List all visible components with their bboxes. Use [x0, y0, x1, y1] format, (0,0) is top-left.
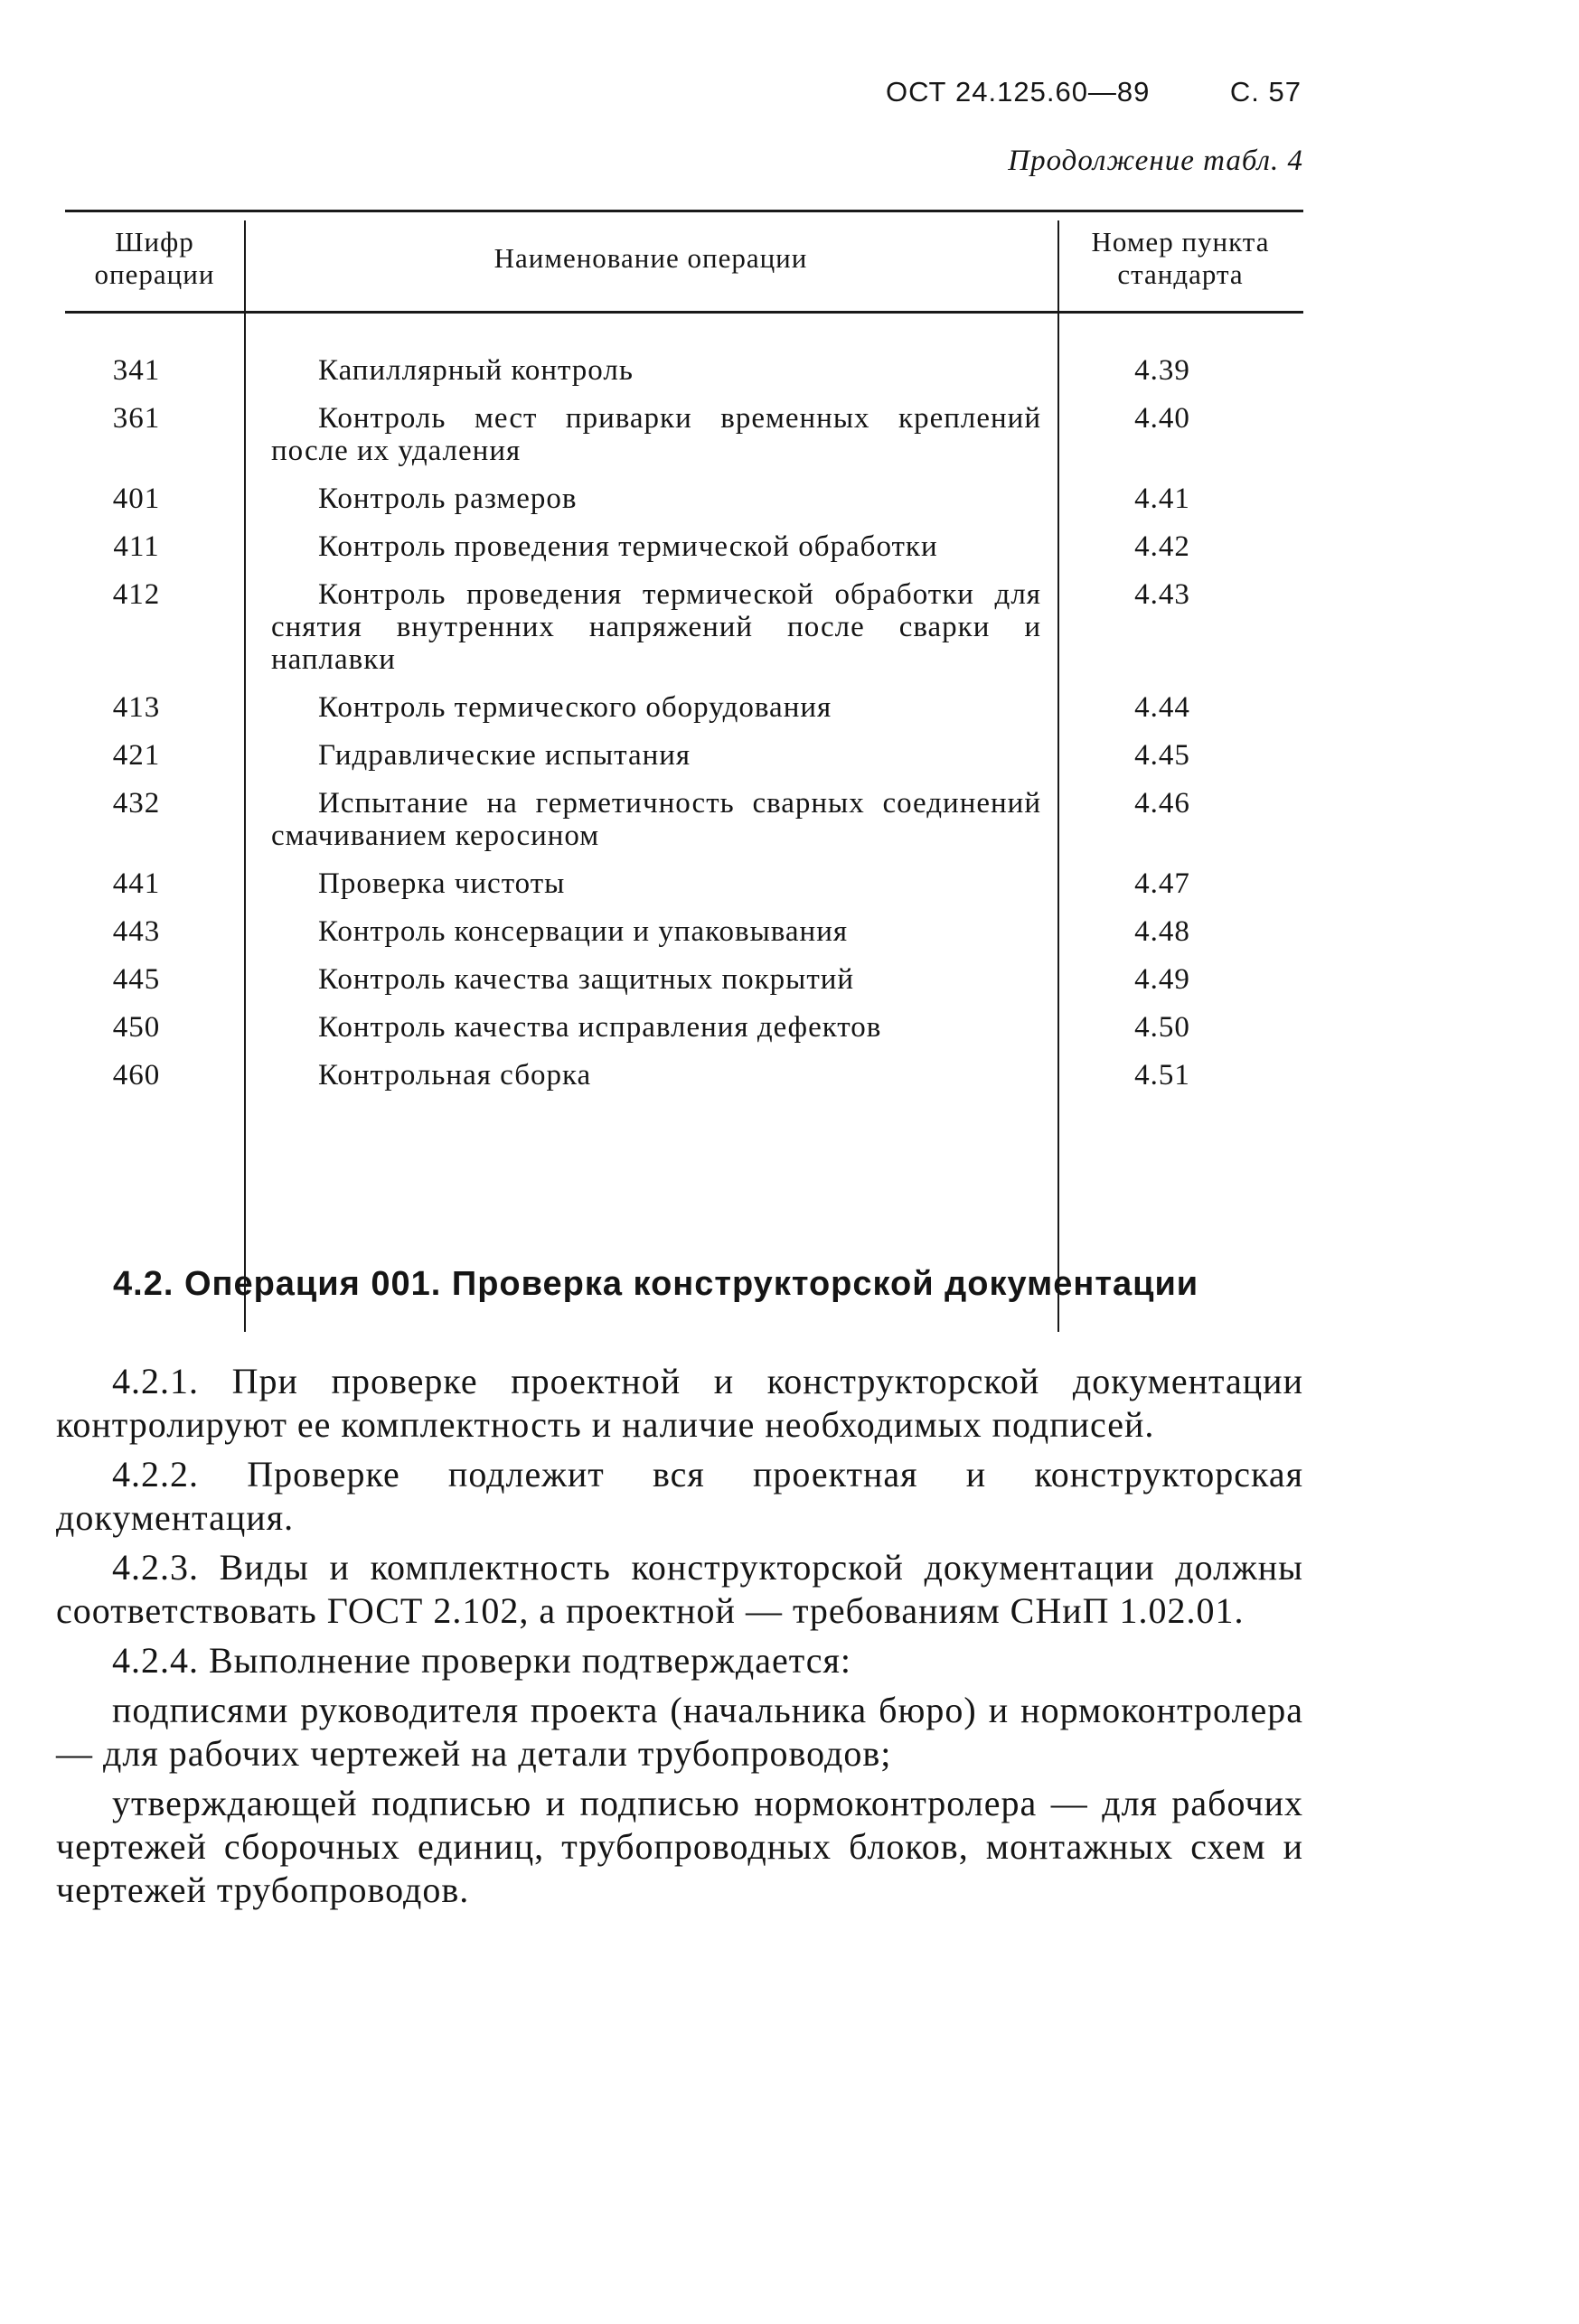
table-row	[65, 1059, 1303, 1092]
operation-name: Контроль качества исправления дефектов	[318, 1011, 882, 1044]
operation-code: 361	[112, 402, 161, 435]
paragraph: 4.2.3. Виды и комплектность конструкторской документации должны соответствовать ГОСТ 2.102, а проектной — требованиям СНиП 1.02.01.	[56, 1547, 1303, 1631]
page-number: С. 57	[1229, 76, 1302, 108]
table-row	[65, 867, 1303, 900]
table-header-rule	[65, 311, 1303, 314]
table-row	[65, 787, 1303, 852]
table-row	[65, 915, 1303, 948]
paragraph: 4.2.1. При проверке проектной и конструкторской документации контролируют ее комплектность и наличие необходимых подписей.	[56, 1361, 1303, 1445]
column-header-name: Наименование операции	[493, 242, 808, 274]
operation-name: Контроль проведения термической обработки	[318, 530, 938, 563]
operation-name: Проверка чистоты	[318, 867, 566, 900]
clause-number: 4.49	[1134, 963, 1190, 996]
paragraph: подписями руководителя проекта (начальника бюро) и нормоконтролера — для рабочих чертежей на детали трубопроводов;	[56, 1690, 1303, 1774]
operation-code: 445	[112, 963, 161, 996]
operation-name: Контроль термического оборудования	[318, 691, 832, 724]
column-header-code: Шифр операции	[94, 226, 215, 290]
table-row	[65, 402, 1303, 467]
operation-code: 412	[112, 578, 161, 611]
section-body	[56, 1360, 1303, 1918]
table-top-rule	[65, 210, 1303, 212]
operation-name: Капиллярный контроль	[318, 354, 634, 387]
clause-number: 4.51	[1134, 1059, 1190, 1092]
operation-code: 432	[112, 787, 161, 820]
clause-number: 4.43	[1134, 578, 1190, 611]
table-row	[65, 530, 1303, 563]
page-header	[886, 76, 1302, 108]
operation-name: Контроль консервации и упаковывания	[318, 915, 849, 948]
table-row	[65, 1011, 1303, 1044]
operation-name: Испытание на герметичность сварных соединений смачиванием керосином	[271, 787, 1041, 852]
operation-code: 401	[112, 483, 161, 515]
table-row	[65, 354, 1303, 387]
operation-code: 411	[113, 530, 160, 563]
operation-name: Контроль мест приварки временных креплений после их удаления	[271, 402, 1041, 467]
operation-code: 413	[112, 691, 161, 724]
standard-code: ОСТ 24.125.60—89	[886, 76, 1151, 108]
clause-number: 4.47	[1134, 867, 1190, 900]
table-row	[65, 691, 1303, 724]
clause-number: 4.39	[1134, 354, 1190, 387]
clause-number: 4.42	[1134, 530, 1190, 563]
clause-number: 4.45	[1134, 739, 1190, 772]
paragraph: утверждающей подписью и подписью нормоконтролера — для рабочих чертежей сборочных единиц, трубопроводных блоков, монтажных схем и чертежей трубопроводов.	[56, 1783, 1303, 1910]
paragraph: 4.2.4. Выполнение проверки подтверждается:	[112, 1640, 851, 1681]
operation-name: Контроль размеров	[318, 483, 578, 515]
table-row	[65, 578, 1303, 676]
table-row	[65, 739, 1303, 772]
paragraph: 4.2.2. Проверке подлежит вся проектная и конструкторская документация.	[56, 1454, 1303, 1538]
operation-code: 450	[112, 1011, 161, 1044]
operation-name: Контрольная сборка	[318, 1059, 592, 1092]
table-body	[65, 354, 1303, 1107]
operations-table	[65, 210, 1303, 1118]
table-row	[65, 483, 1303, 515]
column-header-number: Номер пункта стандарта	[1091, 226, 1270, 290]
operation-code: 441	[112, 867, 161, 900]
operation-name: Контроль проведения термической обработки для снятия внутренних напряжений после сварки и наплавки	[271, 578, 1041, 676]
section-heading: 4.2. Операция 001. Проверка конструкторской документации	[113, 1265, 1199, 1303]
clause-number: 4.44	[1134, 691, 1190, 724]
table-continuation-label: Продолжение табл. 4	[1008, 145, 1303, 177]
clause-number: 4.46	[1134, 787, 1190, 820]
clause-number: 4.41	[1134, 483, 1190, 515]
clause-number: 4.48	[1134, 915, 1190, 948]
operation-name: Контроль качества защитных покрытий	[318, 963, 855, 996]
operation-code: 341	[112, 354, 161, 387]
clause-number: 4.50	[1134, 1011, 1190, 1044]
operation-code: 421	[112, 739, 161, 772]
operation-code: 460	[112, 1059, 161, 1092]
table-row	[65, 963, 1303, 996]
clause-number: 4.40	[1134, 402, 1190, 435]
operation-name: Гидравлические испытания	[318, 739, 691, 772]
operation-code: 443	[112, 915, 161, 948]
